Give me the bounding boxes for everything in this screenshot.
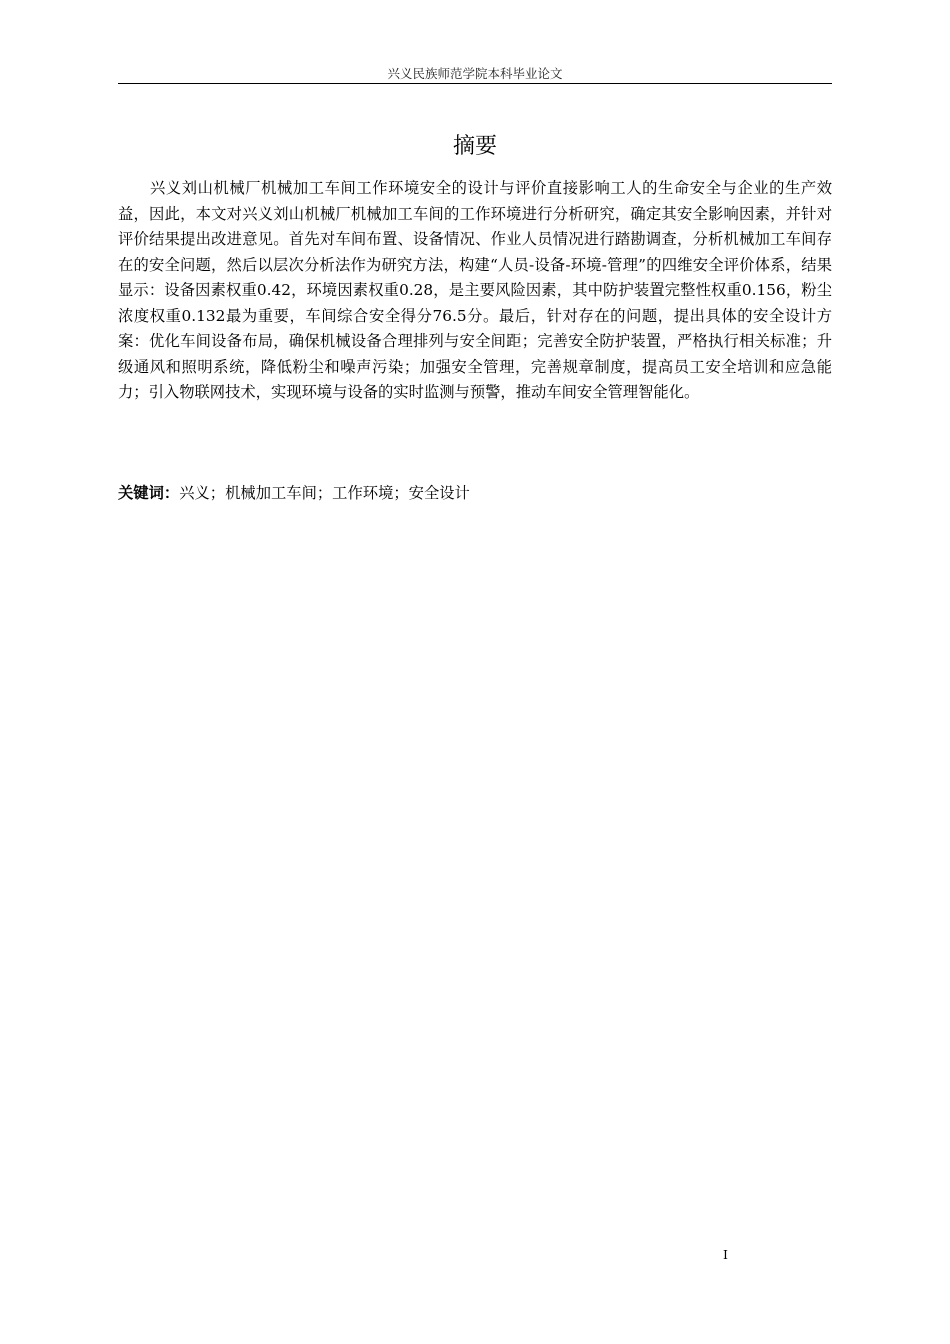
keywords-text: 兴义；机械加工车间；工作环境；安全设计 <box>179 484 470 502</box>
keywords-label: 关键词： <box>118 484 180 502</box>
keywords-line <box>118 481 832 507</box>
abstract-body: 兴义刘山机械厂机械加工车间工作环境安全的设计与评价直接影响工人的生命安全与企业的生产效益，因此，本文对兴义刘山机械厂机械加工车间的工作环境进行分析研究，确定其安全影响因素，并针对评价结果提出改进意见。首先对车间布置、设备情况、作业人员情况进行踏勘调查，分析机械加工车间存在的安全问题，然后以层次分析法作为研究方法，构建“人员-设备-环境-管理”的四维安全评价体系，结果显示：设备因素权重0.42，环境因素权重0.28，是主要风险因素，其中防护装置完整性权重0.156，粉尘浓度权重0.132最为重要，车间综合安全得分76.5分。最后，针对存在的问题，提出具体的安全设计方案：优化车间设备布局，确保机械设备合理排列与安全间距；完善安全防护装置，严格执行相关标准；升级通风和照明系统，降低粉尘和噪声污染；加强安全管理，完善规章制度，提高员工安全培训和应急能力；引入物联网技术，实现环境与设备的实时监测与预警，推动车间安全管理智能化。 <box>118 179 832 401</box>
running-header: 兴义民族师范学院本科毕业论文 <box>387 66 563 81</box>
page-number: I <box>723 1247 728 1262</box>
abstract-title: 摘要 <box>452 134 497 159</box>
header-rule <box>118 83 832 84</box>
